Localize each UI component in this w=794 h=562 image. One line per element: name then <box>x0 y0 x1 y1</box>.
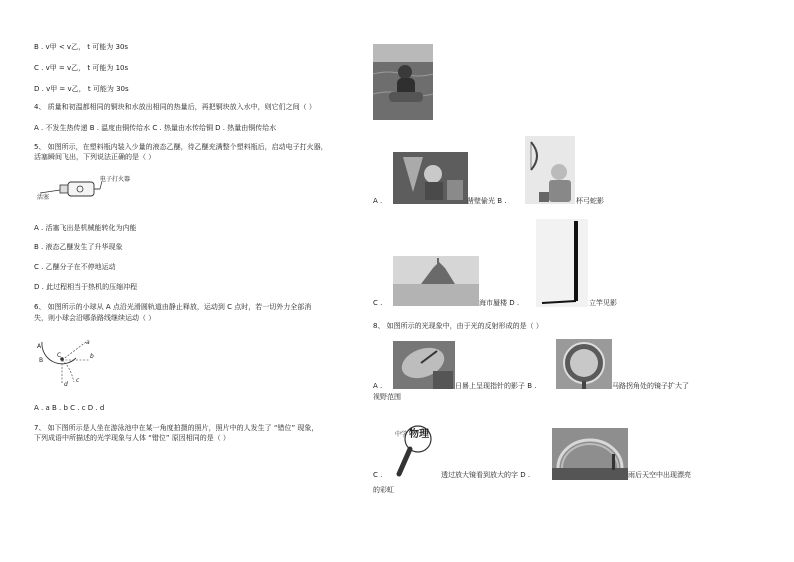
q5-stem-line2: 活塞瞬间飞出，下列说法正确的是（ ） <box>34 153 156 161</box>
q5-option-d: D . 此过程相当于热机的压缩冲程 <box>34 283 138 291</box>
q7-option-c-text: 海市蜃楼 D . <box>479 299 520 307</box>
q6-figure-track <box>36 336 96 388</box>
q7-image-a <box>393 152 468 204</box>
q8-option-a-prefix: A . <box>373 382 383 390</box>
q7-option-b-text: 杯弓蛇影 <box>576 197 604 205</box>
q5-option-a: A . 活塞飞出是机械能转化为内能 <box>34 224 137 232</box>
q8-option-c-prefix: C . <box>373 471 383 479</box>
q7-image-b <box>525 136 575 204</box>
q6-fig-label-c: c <box>76 377 80 384</box>
q8-image-b <box>556 339 612 389</box>
q6-fig-label-a-point: A <box>37 343 42 350</box>
q7-option-d-text: 立竿见影 <box>589 299 617 307</box>
q6-fig-label-d: d <box>64 381 68 388</box>
q8-magnifier-label: 中学 <box>395 431 408 438</box>
q8-option-d-text-line1: 雨后天空中出现漂亮 <box>628 471 691 479</box>
q7-stem-line1: 7、 如下图所示是人坐在游泳池中在某一角度拍摄的照片，照片中的人发生了 “错位” 现象， <box>34 424 319 432</box>
q8-option-b-text-line1: 马路拐角处的镜子扩大了 <box>612 382 689 390</box>
q8-option-c-text: 透过放大镜看到放大的字 D . <box>441 471 531 479</box>
q6-stem-line1: 6、 如图所示的小球从 A 点沿光滑圆轨道由静止释放，运动到 C 点时，若一切外力全部消 <box>34 303 312 311</box>
q3-option-b: B . v甲 < v乙， t 可能为 30s <box>34 43 129 51</box>
q8-magnifier-text: 物理 <box>409 429 429 440</box>
q8-image-a <box>393 341 455 389</box>
q8-option-d-text-line2: 的彩虹 <box>373 486 394 494</box>
q6-fig-label-c-point: C <box>57 352 62 359</box>
q6-stem-line2: 失，则小球会沿哪条路线继续运动（ ） <box>34 314 156 322</box>
q8-image-d-rainbow <box>552 428 628 480</box>
q7-photo-swimmer <box>373 44 433 120</box>
q3-option-c: C . v甲 = v乙， t 可能为 10s <box>34 64 129 72</box>
q7-option-a-prefix: A . <box>373 197 383 205</box>
q5-label-igniter: 电子打火器 <box>100 176 131 183</box>
q7-option-c-prefix: C . <box>373 299 383 307</box>
q5-option-c: C . 乙醚分子在不停地运动 <box>34 263 116 271</box>
q7-image-c <box>393 256 479 306</box>
q8-option-a-text: 日晷上呈现指针的影子 B . <box>455 382 537 390</box>
q8-stem: 8、 如图所示的光现象中，由于光的反射形成的是（ ） <box>373 322 543 330</box>
q7-image-d <box>536 219 588 307</box>
q6-fig-label-b: b <box>90 353 94 360</box>
q4-options: A . 不发生热传递 B . 温度由铜传给水 C . 热量由水传给铜 D . 热量由铜传给水 <box>34 124 277 132</box>
q6-fig-label-a: a <box>86 339 90 346</box>
q5-option-b: B . 液态乙醚发生了升华现象 <box>34 243 123 251</box>
q4-stem: 4、 质量和初温都相同的铜块和水放出相同的热量后，再把铜块放入水中，则它们之间（ ） <box>34 103 316 111</box>
q8-option-b-text-line2: 视野范围 <box>373 393 401 401</box>
q7-option-a-text: 凿壁偷光 B . <box>467 197 507 205</box>
q6-options: A . a B . b C . c D . d <box>34 404 105 412</box>
q3-option-d: D . v甲 = v乙， t 可能为 30s <box>34 85 129 93</box>
q5-stem-line1: 5、 如图所示，在塑料瓶内装入少量的液态乙醚，待乙醚充满整个塑料瓶后，启动电子打火器， <box>34 143 328 151</box>
q6-fig-label-b-point: B <box>39 357 44 364</box>
q5-label-piston: 活塞 <box>37 194 50 201</box>
q7-stem-line2: 下列成语中所描述的光学现象与人体 “错位” 原因相同的是（ ） <box>34 434 230 442</box>
